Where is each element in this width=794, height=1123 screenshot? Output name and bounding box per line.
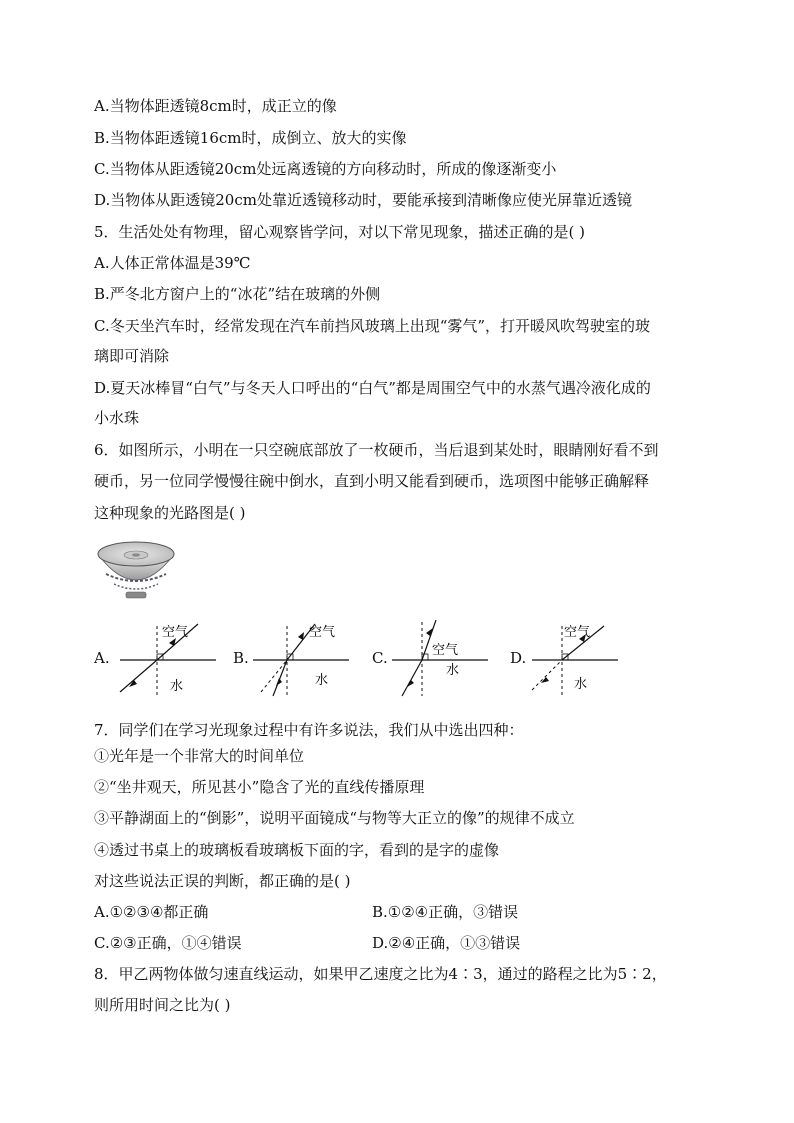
q6-stem-line-1: 6．如图所示，小明在一只空碗底部放了一枚硬币，当后退到某处时，眼睛刚好看不到 [94, 441, 659, 459]
diagram-b-label: B. [233, 649, 249, 667]
q7-question: 对这些说法正误的判断，都正确的是( ) [94, 872, 351, 890]
q7-stem: 7．同学们在学习光现象过程中有许多说法，我们从中选出四种： [94, 721, 524, 739]
q7-option-c: C.②③正确，①④错误 [94, 934, 242, 952]
diagram-a [94, 620, 224, 698]
diagram-c-air: 空气 [432, 643, 459, 658]
diagram-d-air: 空气 [564, 625, 591, 640]
diagram-a-label: A. [94, 649, 110, 667]
q7-option-b: B.①②④正确，③错误 [372, 903, 519, 921]
diagram-c-water: 水 [446, 663, 460, 678]
q7-item-2: ②“坐井观天，所见甚小”隐含了光的直线传播原理 [94, 778, 425, 796]
q4-option-b: B.当物体距透镜16cm时，成倒立、放大的实像 [94, 129, 407, 147]
diagram-c [372, 620, 502, 698]
q5-option-a: A.人体正常体温是39℃ [94, 254, 251, 272]
q4-option-c: C.当物体从距透镜20cm处远离透镜的方向移动时，所成的像逐渐变小 [94, 160, 557, 178]
q7-option-a: A.①②③④都正确 [94, 903, 209, 921]
diagram-c-label: C. [372, 649, 388, 667]
diagram-d-water: 水 [574, 677, 588, 692]
diagram-a-water: 水 [170, 679, 184, 694]
diagram-d-label: D. [510, 649, 527, 667]
q8-stem-line-2: 则所用时间之比为( ) [94, 996, 231, 1014]
q5-option-d-cont: 小水珠 [94, 409, 140, 427]
bowl-coin-photo [96, 538, 176, 602]
q4-option-d: D.当物体从距透镜20cm处靠近透镜移动时，要能承接到清晰像应使光屏靠近透镜 [94, 191, 632, 209]
q5-option-c: C.冬天坐汽车时，经常发现在汽车前挡风玻璃上出现“雾气”，打开暖风吹驾驶室的玻 [94, 317, 651, 335]
q5-option-b: B.严冬北方窗户上的“冰花”结在玻璃的外侧 [94, 285, 381, 303]
diagram-b-light-path [251, 620, 361, 698]
diagram-b [233, 620, 363, 698]
q7-item-1: ①光年是一个非常大的时间单位 [94, 747, 305, 765]
q4-option-a: A.当物体距透镜8cm时，成正立的像 [94, 97, 337, 115]
q6-stem-line-2: 硬币，另一位同学慢慢往碗中倒水，直到小明又能看到硬币，选项图中能够正确解释 [94, 472, 650, 490]
q7-item-4: ④透过书桌上的玻璃板看玻璃板下面的字，看到的是字的虚像 [94, 841, 500, 859]
q5-option-d: D.夏天冰棒冒“白气”与冬天人口呼出的“白气”都是周围空气中的水蒸气遇冷液化成的 [94, 379, 651, 397]
diagram-a-light-path [112, 620, 222, 698]
q7-item-3: ③平静湖面上的“倒影”，说明平面镜成“与物等大正立的像”的规律不成立 [94, 809, 575, 827]
diagram-b-water: 水 [315, 673, 329, 688]
diagram-b-air: 空气 [309, 625, 336, 640]
diagram-c-light-path [390, 620, 500, 698]
diagram-d-light-path [528, 620, 638, 698]
q8-stem-line-1: 8．甲乙两物体做匀速直线运动，如果甲乙速度之比为4∶3，通过的路程之比为5∶2， [94, 965, 667, 983]
q5-stem: 5．生活处处有物理，留心观察皆学问，对以下常见现象，描述正确的是( ) [94, 223, 586, 241]
q7-option-d: D.②④正确，①③错误 [372, 934, 521, 952]
diagram-d [510, 620, 640, 698]
q5-option-c-cont: 璃即可消除 [94, 347, 170, 365]
diagram-a-air: 空气 [162, 625, 189, 640]
q6-stem-line-3: 这种现象的光路图是( ) [94, 504, 246, 522]
